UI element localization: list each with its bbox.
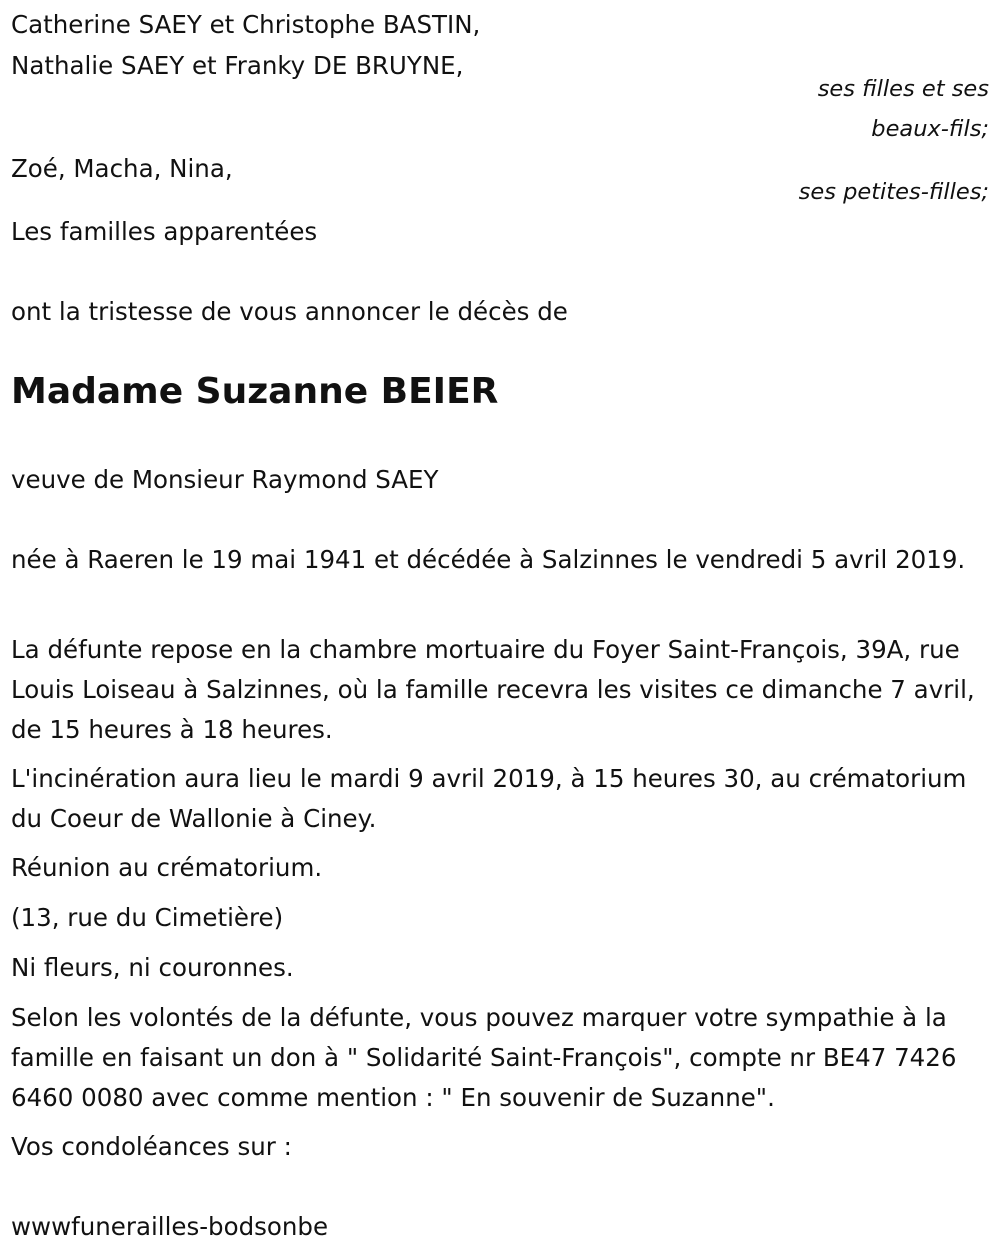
repose-paragraph: La défunte repose en la chambre mortuaire du Foyer Saint-François, 39A, rue Louis Loiseau à Salzinnes, où la famille recevra les visites ce dimanche 7 avril, de 15 heures à 18 heures. [11,635,975,744]
family-line-daughter-1: Catherine SAEY et Christophe BASTIN, [11,10,481,39]
website-link[interactable]: wwwfunerailles-bodsonbe [11,1212,329,1241]
family-line-grandchildren: Zoé, Macha, Nina, [11,154,233,183]
widow-of-text: veuve de Monsieur Raymond SAEY [11,465,439,494]
condolences-text: Vos condoléances sur : [11,1132,292,1161]
relation-daughters-label-2: beaux-fils; [871,116,989,142]
birth-death-paragraph: née à Raeren le 19 mai 1941 et décédée à Salzinnes le vendredi 5 avril 2019. [11,545,966,574]
family-line-relatives: Les familles apparentées [11,217,318,246]
address-text: (13, rue du Cimetière) [11,903,284,932]
reunion-text: Réunion au crématorium. [11,853,323,882]
flowers-text: Ni fleurs, ni couronnes. [11,953,294,982]
relation-daughters-label-1: ses filles et ses [817,76,989,102]
announcement-text: ont la tristesse de vous annoncer le décès de [11,297,568,326]
deceased-name: Madame Suzanne BEIER [11,371,499,412]
cremation-paragraph: L'incinération aura lieu le mardi 9 avril 2019, à 15 heures 30, au crématorium du Coeur de Wallonie à Ciney. [11,764,967,833]
donation-paragraph: Selon les volontés de la défunte, vous pouvez marquer votre sympathie à la famille en faisant un don à " Solidarité Saint-François", compte nr BE47 7426 6460 0080 avec comme mention : " En souvenir de Suzanne". [11,1003,957,1112]
family-line-daughter-2: Nathalie SAEY et Franky DE BRUYNE, [11,51,464,80]
relation-grandchildren-label: ses petites-filles; [798,179,989,205]
